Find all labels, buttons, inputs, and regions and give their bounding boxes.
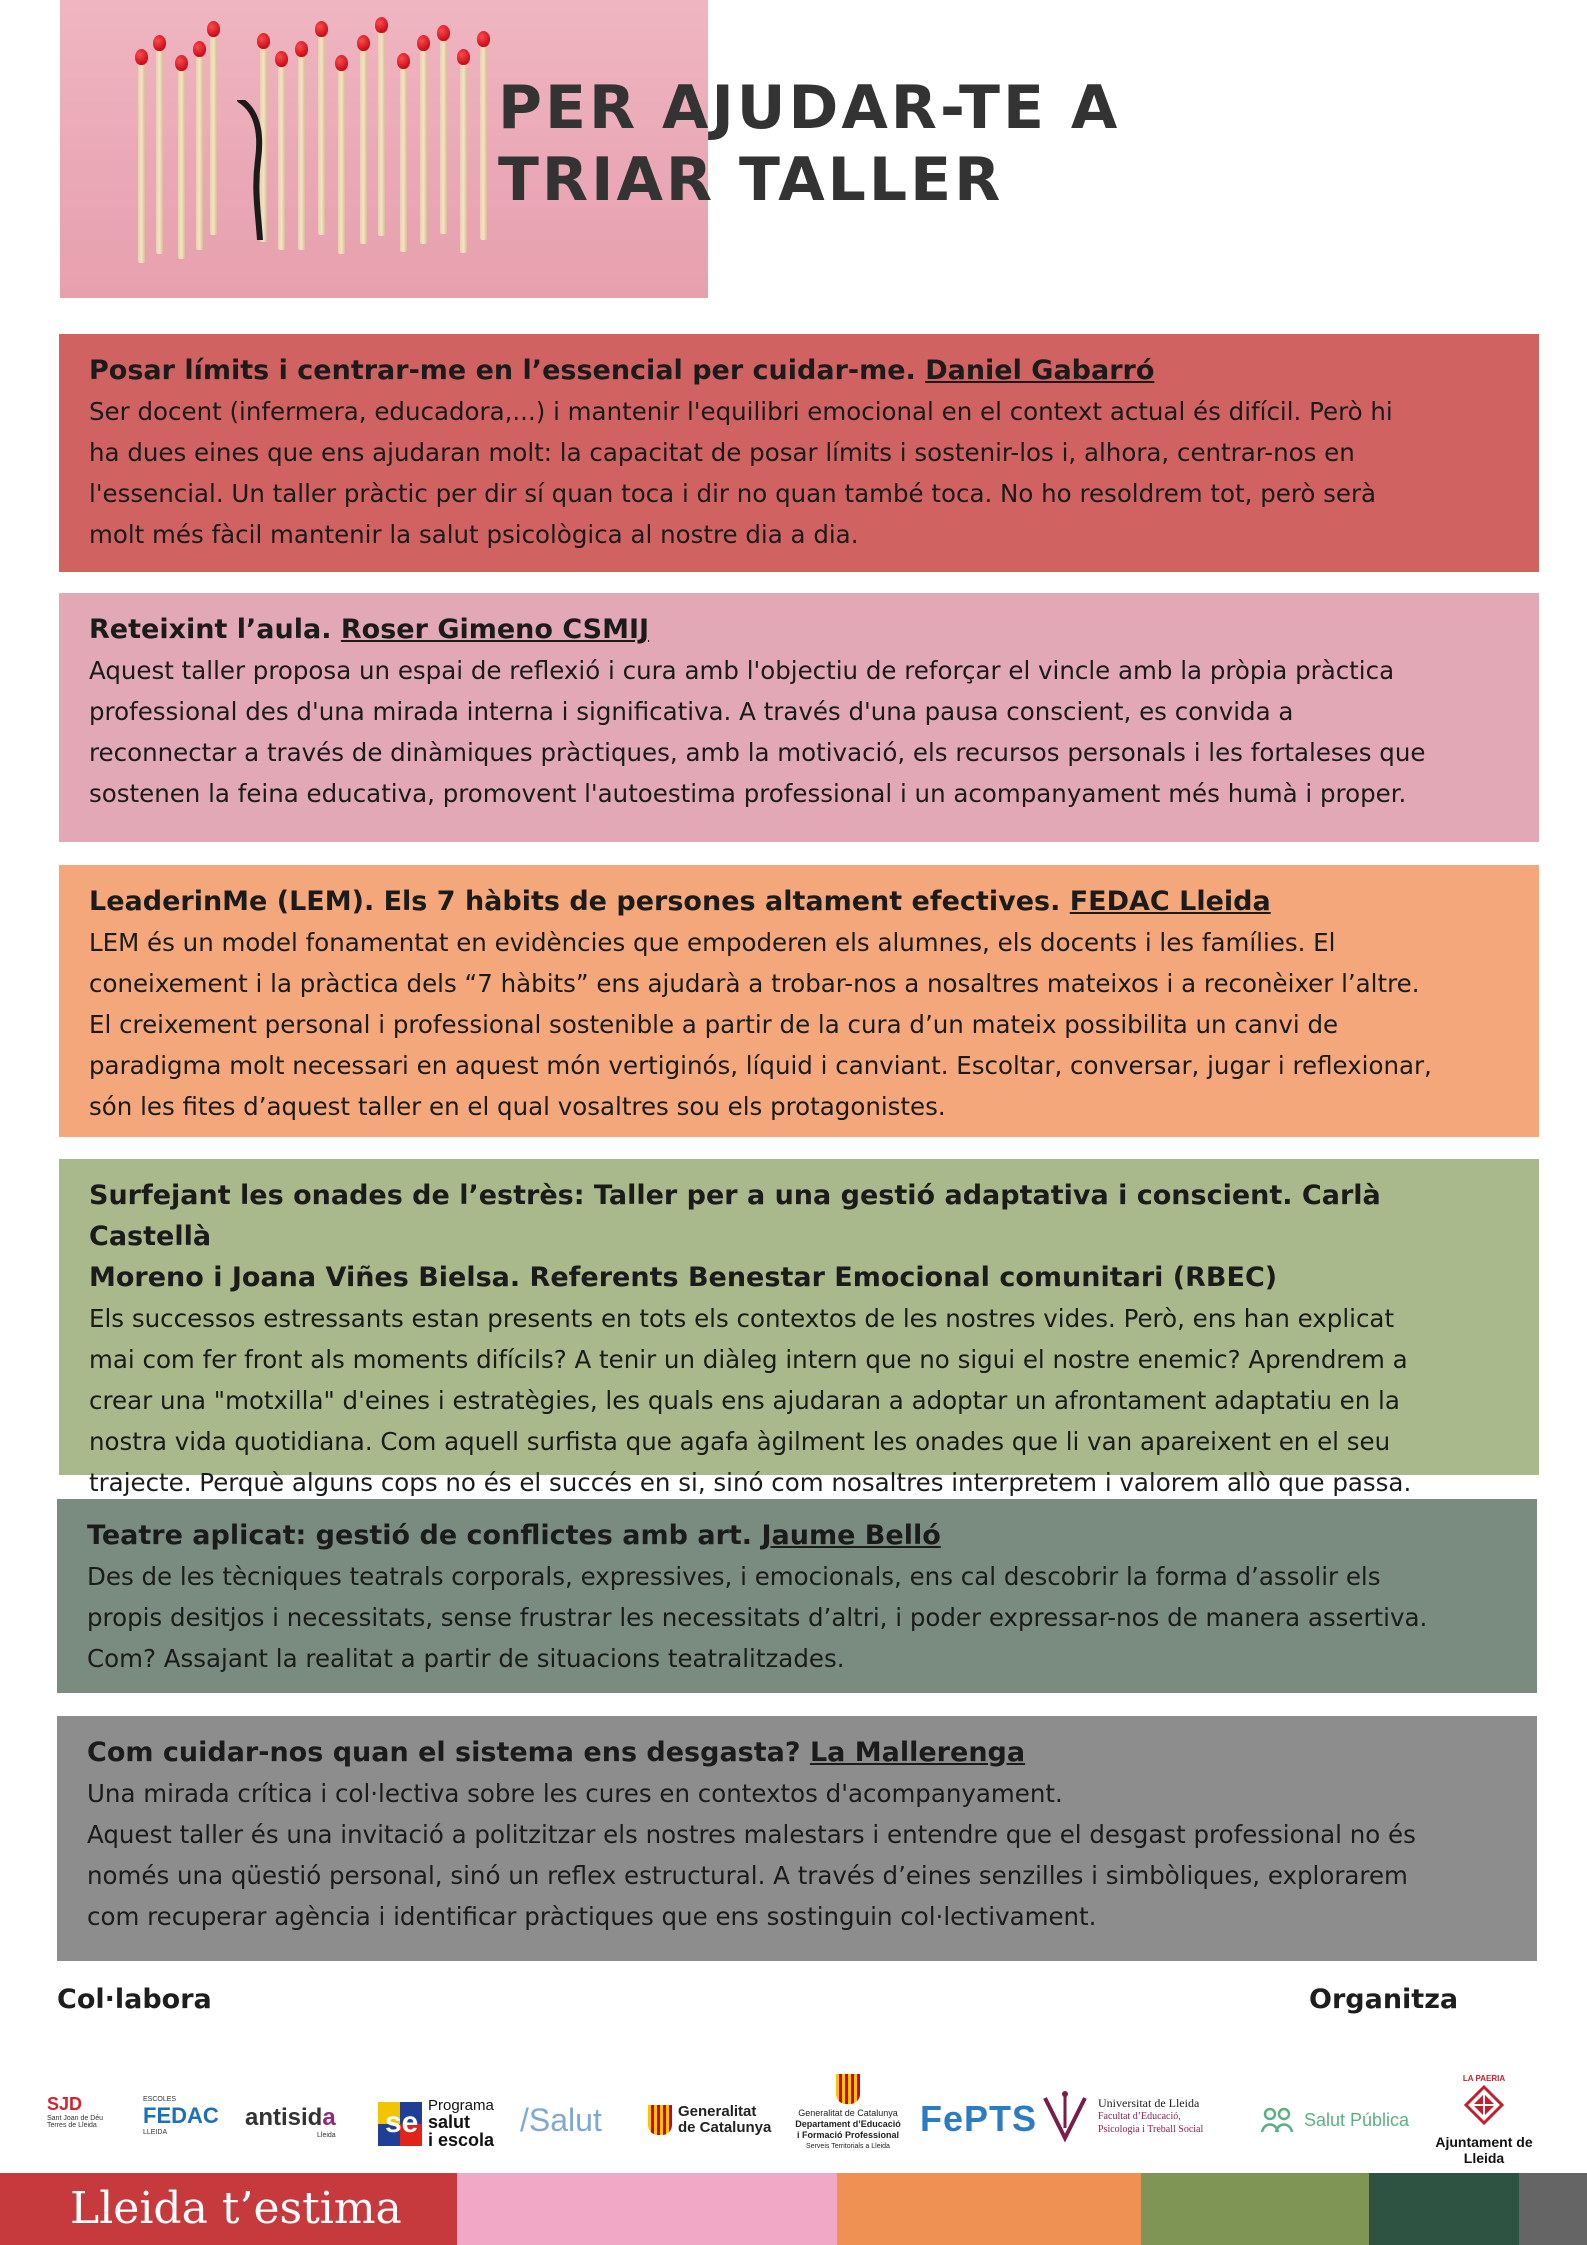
description-line: sostenen la feina educativa, promovent l'autoestima professional i un acompanyament més humà i proper. (89, 779, 1407, 808)
salut-logo: /Salut (520, 2102, 602, 2138)
workshop-title-line: Surfejant les onades de l’estrès: Taller per a una gestió adaptativa i conscient. Carlà Castellà (89, 1180, 1381, 1252)
match-stick (138, 58, 145, 263)
match-stick (378, 26, 385, 236)
color-bar-segment (457, 2173, 837, 2245)
color-bar-segment (1369, 2173, 1519, 2245)
description-line: propis desitjos i necessitats, sense frustrar les necessitats d’altri, i poder expressar-nos de manera assertiva. (87, 1603, 1428, 1632)
match-stick (338, 64, 345, 254)
match-stick (210, 30, 217, 235)
workshop-description (89, 1298, 1509, 1503)
logo-text: Lleida (317, 2132, 336, 2139)
description-line: nostra vida quotidiana. Com aquell surfista que agafa àgilment les onades que li van apareixent en el seu (89, 1427, 1391, 1456)
logo-text: SJD (47, 2094, 83, 2114)
workshop-description (89, 391, 1509, 555)
match-stick (360, 44, 367, 244)
workshop-author-link[interactable]: FEDAC Lleida (1069, 886, 1271, 917)
logo-text: se (385, 2106, 419, 2139)
workshop-heading (89, 609, 1509, 650)
workshop-card (59, 334, 1539, 572)
description-line: molt més fàcil mantenir la salut psicològica al nostre dia a dia. (89, 520, 859, 549)
workshop-card (57, 1499, 1537, 1693)
generalitat-logo (648, 2104, 771, 2136)
fedac-logo (143, 2096, 219, 2136)
match-stick (196, 50, 203, 250)
title-line-2: TRIAR TALLER (498, 145, 1004, 215)
workshop-title: Teatre aplicat: gestió de conflictes amb art. (87, 1520, 753, 1551)
logo-text: LA PAERIA (1462, 2074, 1506, 2083)
logo-text: FEDAC (143, 2103, 219, 2128)
description-line: l'essencial. Un taller pràctic per dir sí quan toca i dir no quan també toca. No ho resoldrem tot, però serà (89, 479, 1377, 508)
workshop-heading (87, 1515, 1507, 1556)
description-line: són les fites d’aquest taller en el qual vosaltres sou els protagonistes. (89, 1092, 946, 1121)
color-bar-segment (1519, 2173, 1587, 2245)
logo-text: Serveis Territorials a Lleida (806, 2143, 890, 2150)
description-line: coneixement i la pràctica dels “7 hàbits” ens ajudarà a trobar-nos a nosaltres mateixos i a reconèixer l’altre. (89, 969, 1420, 998)
logo-text: ESCOLES (143, 2096, 177, 2103)
workshop-author-link[interactable]: Jaume Belló (761, 1520, 941, 1551)
description-line: paradigma molt necessari en aquest món vertiginós, líquid i canviant. Escoltar, conversar, jugar i reflexionar, (89, 1051, 1432, 1080)
color-bar-segment (837, 2173, 1141, 2245)
title-line-1: PER AJUDAR-TE A (498, 73, 1121, 143)
description-line: Aquest taller és una invitació a politzitzar els nostres malestars i entendre que el desgast professional no és (87, 1820, 1416, 1849)
collabora-label: Col·labora (57, 1984, 212, 2015)
catalan-flag-icon (648, 2105, 672, 2135)
workshop-author-link[interactable]: Roser Gimeno CSMIJ (340, 614, 650, 645)
description-line: professional des d'una mirada interna i significativa. A través d'una pausa conscient, es convida a (89, 697, 1294, 726)
sjd-logo (47, 2094, 117, 2129)
workshop-author-link[interactable]: La Mallerenga (809, 1737, 1026, 1768)
logo-text: i Formació Professional (796, 2130, 900, 2140)
catalan-flag-icon (836, 2074, 860, 2104)
workshop-title: Posar límits i centrar-me en l’essencial per cuidar-me. (89, 355, 916, 386)
departament-educacio-logo (788, 2074, 908, 2152)
antisida-logo (245, 2104, 336, 2139)
page-title (498, 72, 1120, 216)
udl-logo (1040, 2088, 1203, 2144)
workshop-description (87, 1556, 1507, 1679)
logo-text: de Catalunya (678, 2119, 772, 2136)
ses-icon (378, 2102, 422, 2146)
logo-text: salut (428, 2112, 471, 2132)
burnt-match (236, 100, 270, 240)
match-stick (178, 64, 185, 259)
description-line: LEM és un model fonamentat en evidències que empoderen els alumnes, els docents i les famílies. El (89, 928, 1336, 957)
description-line: Com? Assajant la realitat a partir de situacions teatralitzades. (87, 1644, 845, 1673)
description-line: El creixement personal i professional sostenible a partir de la cura d’un mateix possibilita un canvi de (89, 1010, 1339, 1039)
logo-text: Facultat d’Educació, (1098, 2110, 1181, 2122)
match-stick (460, 58, 467, 253)
description-line: trajecte. Perquè alguns cops no és el succés en si, sinó com nosaltres interpretem i valorem allò que passa. (89, 1468, 1412, 1497)
description-line: crear una "motxilla" d'eines i estratègies, les quals ens ajudaran a adoptar un afrontament adaptatiu en la (89, 1386, 1400, 1415)
logo-text: Generalitat de Catalunya (798, 2108, 898, 2118)
description-line: Aquest taller proposa un espai de reflexió i cura amb l'objectiu de reforçar el vincle amb la pròpia pràctica (89, 656, 1395, 685)
description-line: mai com fer front als moments difícils? A tenir un diàleg intern que no sigui el nostre enemic? Aprendrem a (89, 1345, 1408, 1374)
description-line: Una mirada crítica i col·lectiva sobre les cures en contextos d'acompanyament. (87, 1779, 1063, 1808)
match-stick (400, 62, 407, 252)
paeria-logo (1414, 2074, 1554, 2166)
logo-text: i escola (428, 2130, 495, 2150)
workshop-heading (89, 881, 1509, 922)
organitza-label: Organitza (1309, 1984, 1459, 2015)
color-bar-segment (1141, 2173, 1369, 2245)
match-stick (298, 50, 305, 250)
salut-publica-logo (1260, 2106, 1409, 2134)
logo-text: Psicologia i Treball Social (1098, 2123, 1204, 2135)
logo-text: a (322, 2104, 336, 2131)
workshop-heading (89, 1175, 1509, 1298)
match-stick (156, 44, 163, 254)
description-line: Ser docent (infermera, educadora,...) i mantenir l'equilibri emocional en el context actual és difícil. Però hi (89, 397, 1393, 426)
description-line: com recuperar agència i identificar pràctiques que ens sostinguin col·lectivament. (87, 1902, 1097, 1931)
workshop-title: Reteixint l’aula. (89, 614, 332, 645)
logo-text: antisid (245, 2104, 323, 2131)
workshop-card (59, 1159, 1539, 1497)
match-stick (420, 44, 427, 244)
logo-text: Universitat de Lleida (1098, 2095, 1200, 2110)
logo-text: Salut Pública (1304, 2109, 1410, 2130)
description-line: Des de les tècniques teatrals corporals, expressives, i emocionals, ens cal descobrir la forma d’assolir els (87, 1562, 1381, 1591)
logo-text: Generalitat (678, 2103, 757, 2120)
udl-emblem-icon (1040, 2088, 1090, 2144)
logo-text: Ajuntament de Lleida (1435, 2134, 1533, 2166)
people-icon (1260, 2106, 1300, 2134)
workshop-heading (87, 1732, 1507, 1773)
workshop-description (87, 1773, 1507, 1937)
workshop-description (89, 922, 1509, 1127)
paeria-shield-icon (1464, 2085, 1504, 2125)
match-stick (278, 60, 285, 250)
workshop-card (59, 593, 1539, 842)
workshop-title: LeaderinMe (LEM). Els 7 hàbits de persones altament efectives. (89, 886, 1061, 917)
logo-text: Programa (428, 2097, 494, 2114)
description-line: Els successos estressants estan presents en tots els contextos de les nostres vides. Però, ens han explicat (89, 1304, 1395, 1333)
workshop-heading (89, 350, 1509, 391)
workshop-card (59, 865, 1539, 1137)
description-line: només una qüestió personal, sinó un reflex estructural. A través d’eines senzilles i simbòliques, explorarem (87, 1861, 1408, 1890)
slogan: Lleida t’estima (70, 2183, 402, 2234)
match-stick (480, 40, 487, 240)
workshop-card (57, 1716, 1537, 1961)
description-line: ha dues eines que ens ajudaran molt: la capacitat de posar límits i sostenir-los i, alhora, centrar-nos en (89, 438, 1355, 467)
fepts-logo: FePTS (920, 2098, 1038, 2139)
logo-text: Sant Joan de Déu (47, 2115, 104, 2122)
logo-text: Departament d’Educació (795, 2119, 901, 2129)
match-stick (440, 34, 447, 234)
workshop-title: Com cuidar-nos quan el sistema ens desgasta? (87, 1737, 801, 1768)
logo-text: LLEIDA (143, 2129, 168, 2136)
match-stick (318, 30, 325, 235)
description-line: reconnectar a través de dinàmiques pràctiques, amb la motivació, els recursos personals i les fortaleses que (89, 738, 1426, 767)
workshop-author-link[interactable]: Daniel Gabarró (925, 355, 1155, 386)
logo-text: Terres de Lleida (47, 2122, 97, 2129)
salut-i-escola-logo (378, 2098, 494, 2150)
workshop-description (89, 650, 1509, 814)
workshop-title-line: Moreno i Joana Viñes Bielsa. Referents Benestar Emocional comunitari (RBEC) (89, 1262, 1278, 1293)
